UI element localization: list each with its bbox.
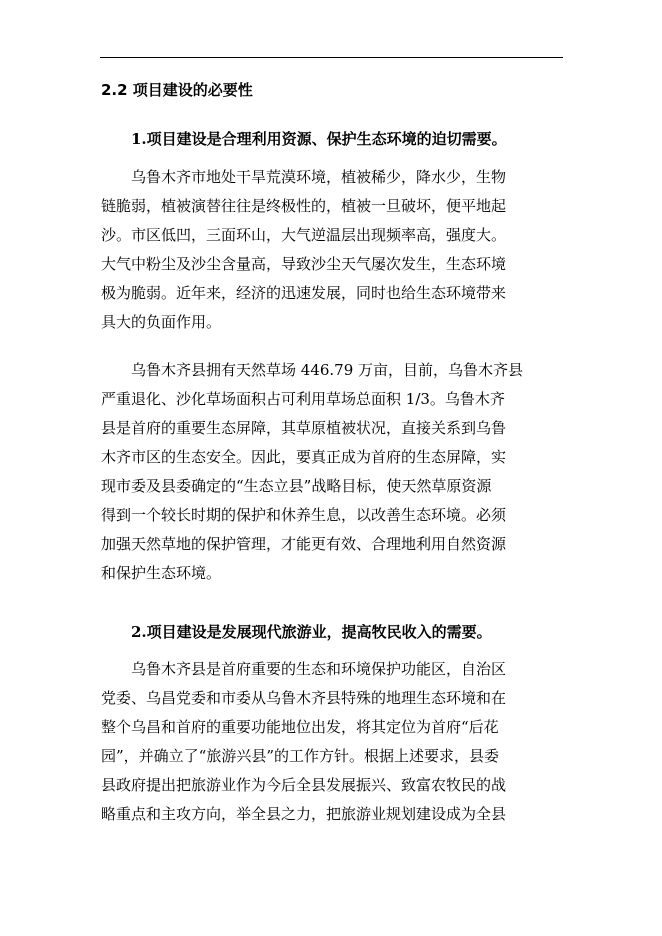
point2-title: 2.项目建设是发展现代旅游业，提高牧民收入的需要。 [131,623,492,641]
point1-paragraph-1 [101,163,571,337]
text-line: 得到一个较长时期的保护和休养生息，以改善生态环境。必须 [101,506,507,524]
text-line: 乌鲁木齐县是首府重要的生态和环境保护功能区，自治区 [131,660,507,678]
point2-paragraph-1 [101,655,571,829]
text-line: 略重点和主攻方向，举全县之力，把旅游业规划建设成为全县 [101,805,507,823]
point1-title: 1.项目建设是合理利用资源、保护生态环境的迫切需要。 [131,130,507,148]
text-line: 乌鲁木齐市地处干旱荒漠环境，植被稀少，降水少，生物 [131,168,507,186]
text-line: 具大的负面作用。 [101,313,222,331]
text-line: 大气中粉尘及沙尘含量高，导致沙尘天气屡次发生，生态环境 [101,255,507,273]
text-line: 园”，并确立了“旅游兴县”的工作方针。根据上述要求，县委 [101,747,500,765]
text-line: 沙。市区低凹，三面环山，大气逆温层出现频率高，强度大。 [101,226,507,244]
header-rule [100,57,563,58]
text-line: 加强天然草地的保护管理，才能更有效、合理地利用自然资源 [101,535,507,553]
text-line: 县政府提出把旅游业作为今后全县发展振兴、致富农牧民的战 [101,776,507,794]
text-line: 极为脆弱。近年来，经济的迅速发展，同时也给生态环境带来 [101,284,507,302]
text-line: 整个乌昌和首府的重要功能地位出发，将其定位为首府“后花 [101,718,499,736]
section-heading: 2.2 项目建设的必要性 [101,81,253,99]
text-line: 现市委及县委确定的“生态立县”战略目标，使天然草原资源 [101,477,492,495]
text-line: 和保护生态环境。 [101,564,222,582]
text-line: 木齐市区的生态安全。因此，要真正成为首府的生态屏障，实 [101,448,507,466]
text-line: 严重退化、沙化草场面积占可利用草场总面积 1/3。乌鲁木齐 [101,390,505,408]
text-line: 县是首府的重要生态屏障，其草原植被状况，直接关系到乌鲁 [101,419,507,437]
text-line: 链脆弱，植被演替往往是终极性的，植被一旦破坏，便平地起 [101,197,507,215]
text-line: 党委、乌昌党委和市委从乌鲁木齐县特殊的地理生态环境和在 [101,689,507,707]
point1-paragraph-2 [101,356,571,588]
text-line: 乌鲁木齐县拥有天然草场 446.79 万亩，目前，乌鲁木齐县 [131,361,524,379]
